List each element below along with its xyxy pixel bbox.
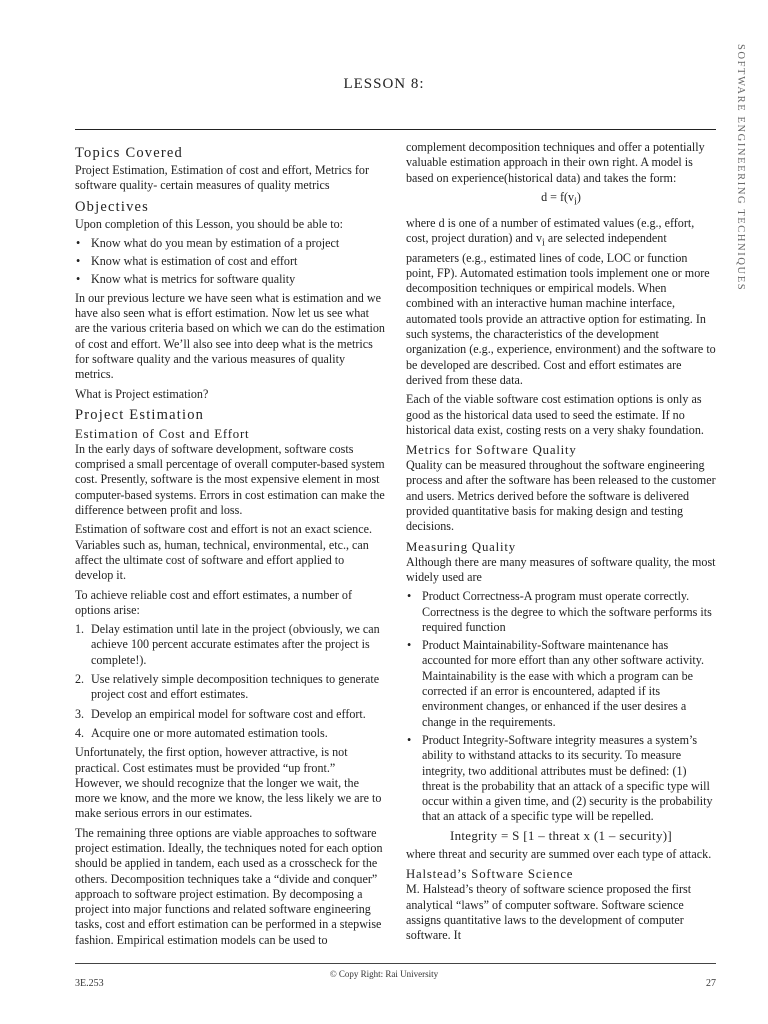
where-d-subscript: i (542, 237, 545, 249)
measuring-quality-heading: Measuring Quality (406, 539, 516, 554)
objectives-intro: Upon completion of this Lesson, you should be able to: (75, 216, 344, 231)
empirical-model-formula (406, 190, 716, 210)
option-item (75, 622, 385, 668)
formula-subscript: i (574, 196, 577, 208)
lesson-title: LESSON 8: (343, 76, 425, 92)
formula-close: ) (576, 189, 581, 204)
option-number: 4. (75, 725, 85, 740)
side-running-title: SOFTWARE ENGINEERING TECHNIQUES (735, 44, 746, 292)
integrity-formula: Integrity = S [1 – threat x (1 – security)] (449, 827, 673, 843)
objectives-list (75, 236, 385, 288)
measuring-paragraph: Although there are many measures of software quality, the most widely used are (406, 554, 716, 584)
left-column (75, 140, 385, 952)
topics-text: Project Estimation, Estimation of cost and effort, Metrics for software quality- certain measures of quality metrics (75, 163, 369, 193)
header-rule (75, 129, 716, 130)
footer-rule (75, 963, 716, 964)
where-d-text-b: are selected independent parameters (e.g., estimated lines of code, LOC or function point, FP). Automated estimation tools implement one or more decomposition techniques or empirical models. When combined with an interactive human machine interface, automated tools provide an attractive option for estimating. In such systems, the characteristics of the development organization (e.g., experience, environment) and the software to be developed are described. Cost and effort estimates are derived from these data. (406, 230, 716, 387)
copyright-notice: © Copy Right: Rai University (329, 969, 439, 979)
objectives-heading: Objectives (75, 198, 150, 215)
viable-options-paragraph: Each of the viable software cost estimation options is only as good as the historical data used to seed the estimate. If no historical data exist, costing rests on a very shaky foundation. (406, 392, 704, 437)
threat-paragraph: where threat and security are summed over each type of attack. (406, 846, 712, 861)
measure-item: • Product Integrity-Software integrity measures a system’s ability to withstand attacks to its security. To measure integrity, two additional attributes must be defined: (1) threat is the probability that an attack of a specific type will occur within a given time, and (2) security is the probability that an attack of a specific type will be repelled. (406, 733, 716, 825)
option-text: Develop an empirical model for software cost and effort. (91, 706, 366, 721)
option-text: Delay estimation until late in the project (obviously, we can achieve 100 percent accurate estimates after the project is complete!). (91, 622, 380, 667)
unfortunately-paragraph: Unfortunately, the first option, however attractive, is not practical. Cost estimates must be provided “up front.” However, we should recognize that the longer we wait, the more we know, and the more we know, the less likely we are to make serious errors in our estimates. (75, 745, 382, 821)
measures-list (406, 589, 716, 824)
options-list (75, 622, 385, 741)
where-d-text-a: where d is one of a number of estimated values (e.g., effort, cost, project duration) and v (406, 215, 695, 245)
quality-paragraph: Quality can be measured throughout the software engineering process and after the software has been released to the customer and users. Metrics derived before the software is delivered provided quantitative basis for making design and testing decisions. (406, 458, 716, 534)
remaining-options-paragraph: The remaining three options are viable approaches to software project estimation. Ideally, the techniques noted for each option should be applied in tandem, each used as a crosscheck for the others. Decomposition techniques take a “divide and conquer” approach to software project estimation. By decomposing a project into major functions and related software engineering tasks, cost and effort estimation can be performed in a stepwise fashion. Empirical estimation models can be used to (75, 825, 383, 947)
question-line: What is Project estimation? (75, 386, 209, 401)
option-number: 1. (75, 622, 85, 637)
halstead-paragraph: M. Halstead’s theory of software science proposed the first analytical “laws” of computer software. Software science assigns quantitative laws to the development of computer software. It (406, 882, 692, 943)
early-days-paragraph: In the early days of software development, software costs comprised a small percentage of overall computer-based system cost. Presently, software is the most expensive element in most computer-based systems. Errors in cost estimation can make the difference between profit and loss. (75, 441, 385, 518)
option-number: 2. (75, 672, 85, 687)
cost-effort-heading: Estimation of Cost and Effort (75, 426, 250, 441)
topics-heading: Topics Covered (75, 145, 183, 161)
halstead-heading: Halstead’s Software Science (406, 867, 574, 882)
project-estimation-heading: Project Estimation (75, 406, 205, 423)
course-code: 3E.253 (75, 978, 104, 989)
exact-science-paragraph: Estimation of software cost and effort is not an exact science. Variables such as, human, technical, environmental, etc., can affect the ultimate cost of software and effort applied to develop it. (75, 522, 372, 583)
metrics-heading: Metrics for Software Quality (406, 443, 577, 458)
intro-paragraph: In our previous lecture we have seen what is estimation and we have also seen what is effort estimation. Now let us see what are the various criteria based on which we can do the estimation of cost and effort. We’ll also see into deep what is the metrics for software quality and the various measures of quality metrics. (75, 290, 385, 382)
objective-item: • Know what do you mean by estimation of a project (75, 236, 385, 251)
right-column (406, 140, 716, 947)
formula-main: d = f(v (541, 189, 575, 204)
measure-item: • Product Maintainability-Software maintenance has accounted for more effort than any other software activity. Maintainability is the ease with which a program can be corrected if an error is encountered, adapted if its environment changes, or enhanced if the user desires a change in the requirements. (406, 638, 716, 730)
complement-paragraph: complement decomposition techniques and offer a potentially valuable estimation approach in their own right. A model is based on experience(historical data) and takes the form: (406, 140, 705, 185)
option-item (75, 707, 385, 722)
options-intro-paragraph: To achieve reliable cost and effort estimates, a number of options arise: (75, 587, 352, 617)
option-text: Acquire one or more automated estimation tools. (91, 725, 328, 740)
objective-item: • Know what is metrics for software quality (75, 272, 385, 287)
objective-item: • Know what is estimation of cost and effort (75, 254, 385, 269)
option-item (75, 672, 385, 703)
where-d-paragraph (406, 216, 716, 389)
option-item (75, 726, 385, 741)
measure-item: • Product Correctness-A program must operate correctly. Correctness is the degree to which the software performs its required function (406, 589, 716, 635)
option-text: Use relatively simple decomposition techniques to generate project cost and effort estimates. (91, 672, 380, 702)
page-number: 27 (706, 978, 716, 989)
option-number: 3. (75, 706, 85, 721)
